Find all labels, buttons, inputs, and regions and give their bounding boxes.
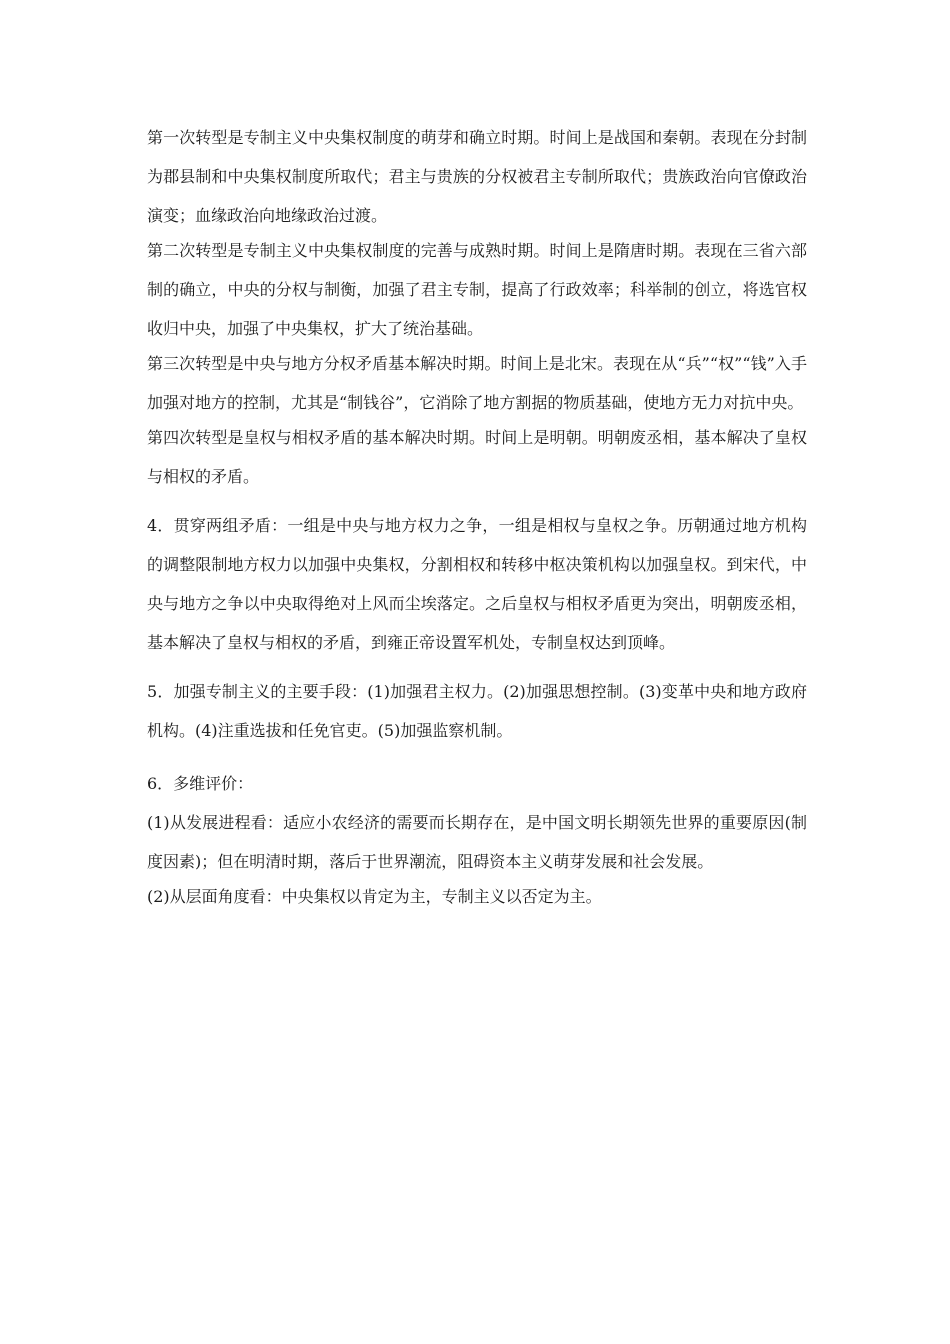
paragraph-third-transition: 第三次转型是中央与地方分权矛盾基本解决时期。时间上是北宋。表现在从“兵”“权”“钱”入手加强对地方的控制，尤其是“制钱谷”，它消除了地方割据的物质基础，使地方无力对抗中央。 [147, 354, 807, 412]
document-body [147, 118, 807, 916]
spacer [147, 496, 807, 506]
paragraph-point-5: 5．加强专制主义的主要手段：(1)加强君主权力。(2)加强思想控制。(3)变革中央和地方政府机构。(4)注重选拔和任免官吏。(5)加强监察机制。 [147, 682, 807, 740]
paragraph-fourth-transition: 第四次转型是皇权与相权矛盾的基本解决时期。时间上是明朝。明朝废丞相，基本解决了皇权与相权的矛盾。 [147, 428, 807, 486]
paragraph-point-6-item-1: (1)从发展进程看：适应小农经济的需要而长期存在，是中国文明长期领先世界的重要原因(制度因素)；但在明清时期，落后于世界潮流，阻碍资本主义萌芽发展和社会发展。 [147, 813, 807, 871]
spacer [147, 662, 807, 672]
heading-point-6: 6．多维评价： [147, 774, 254, 793]
spacer [147, 750, 807, 764]
paragraph-first-transition: 第一次转型是专制主义中央集权制度的萌芽和确立时期。时间上是战国和秦朝。表现在分封制为郡县制和中央集权制度所取代；君主与贵族的分权被君主专制所取代；贵族政治向官僚政治演变；血缘政治向地缘政治过渡。 [147, 128, 807, 225]
paragraph-point-4: 4．贯穿两组矛盾：一组是中央与地方权力之争，一组是相权与皇权之争。历朝通过地方机构的调整限制地方权力以加强中央集权，分割相权和转移中枢决策机构以加强皇权。到宋代，中央与地方之争以中央取得绝对上风而尘埃落定。之后皇权与相权矛盾更为突出，明朝废丞相，基本解决了皇权与相权的矛盾，到雍正帝设置军机处，专制皇权达到顶峰。 [147, 516, 807, 652]
paragraph-second-transition: 第二次转型是专制主义中央集权制度的完善与成熟时期。时间上是隋唐时期。表现在三省六部制的确立，中央的分权与制衡，加强了君主专制，提高了行政效率；科举制的创立，将选官权收归中央，加强了中央集权，扩大了统治基础。 [147, 241, 807, 338]
paragraph-point-6-item-2: (2)从层面角度看：中央集权以肯定为主，专制主义以否定为主。 [147, 887, 602, 906]
